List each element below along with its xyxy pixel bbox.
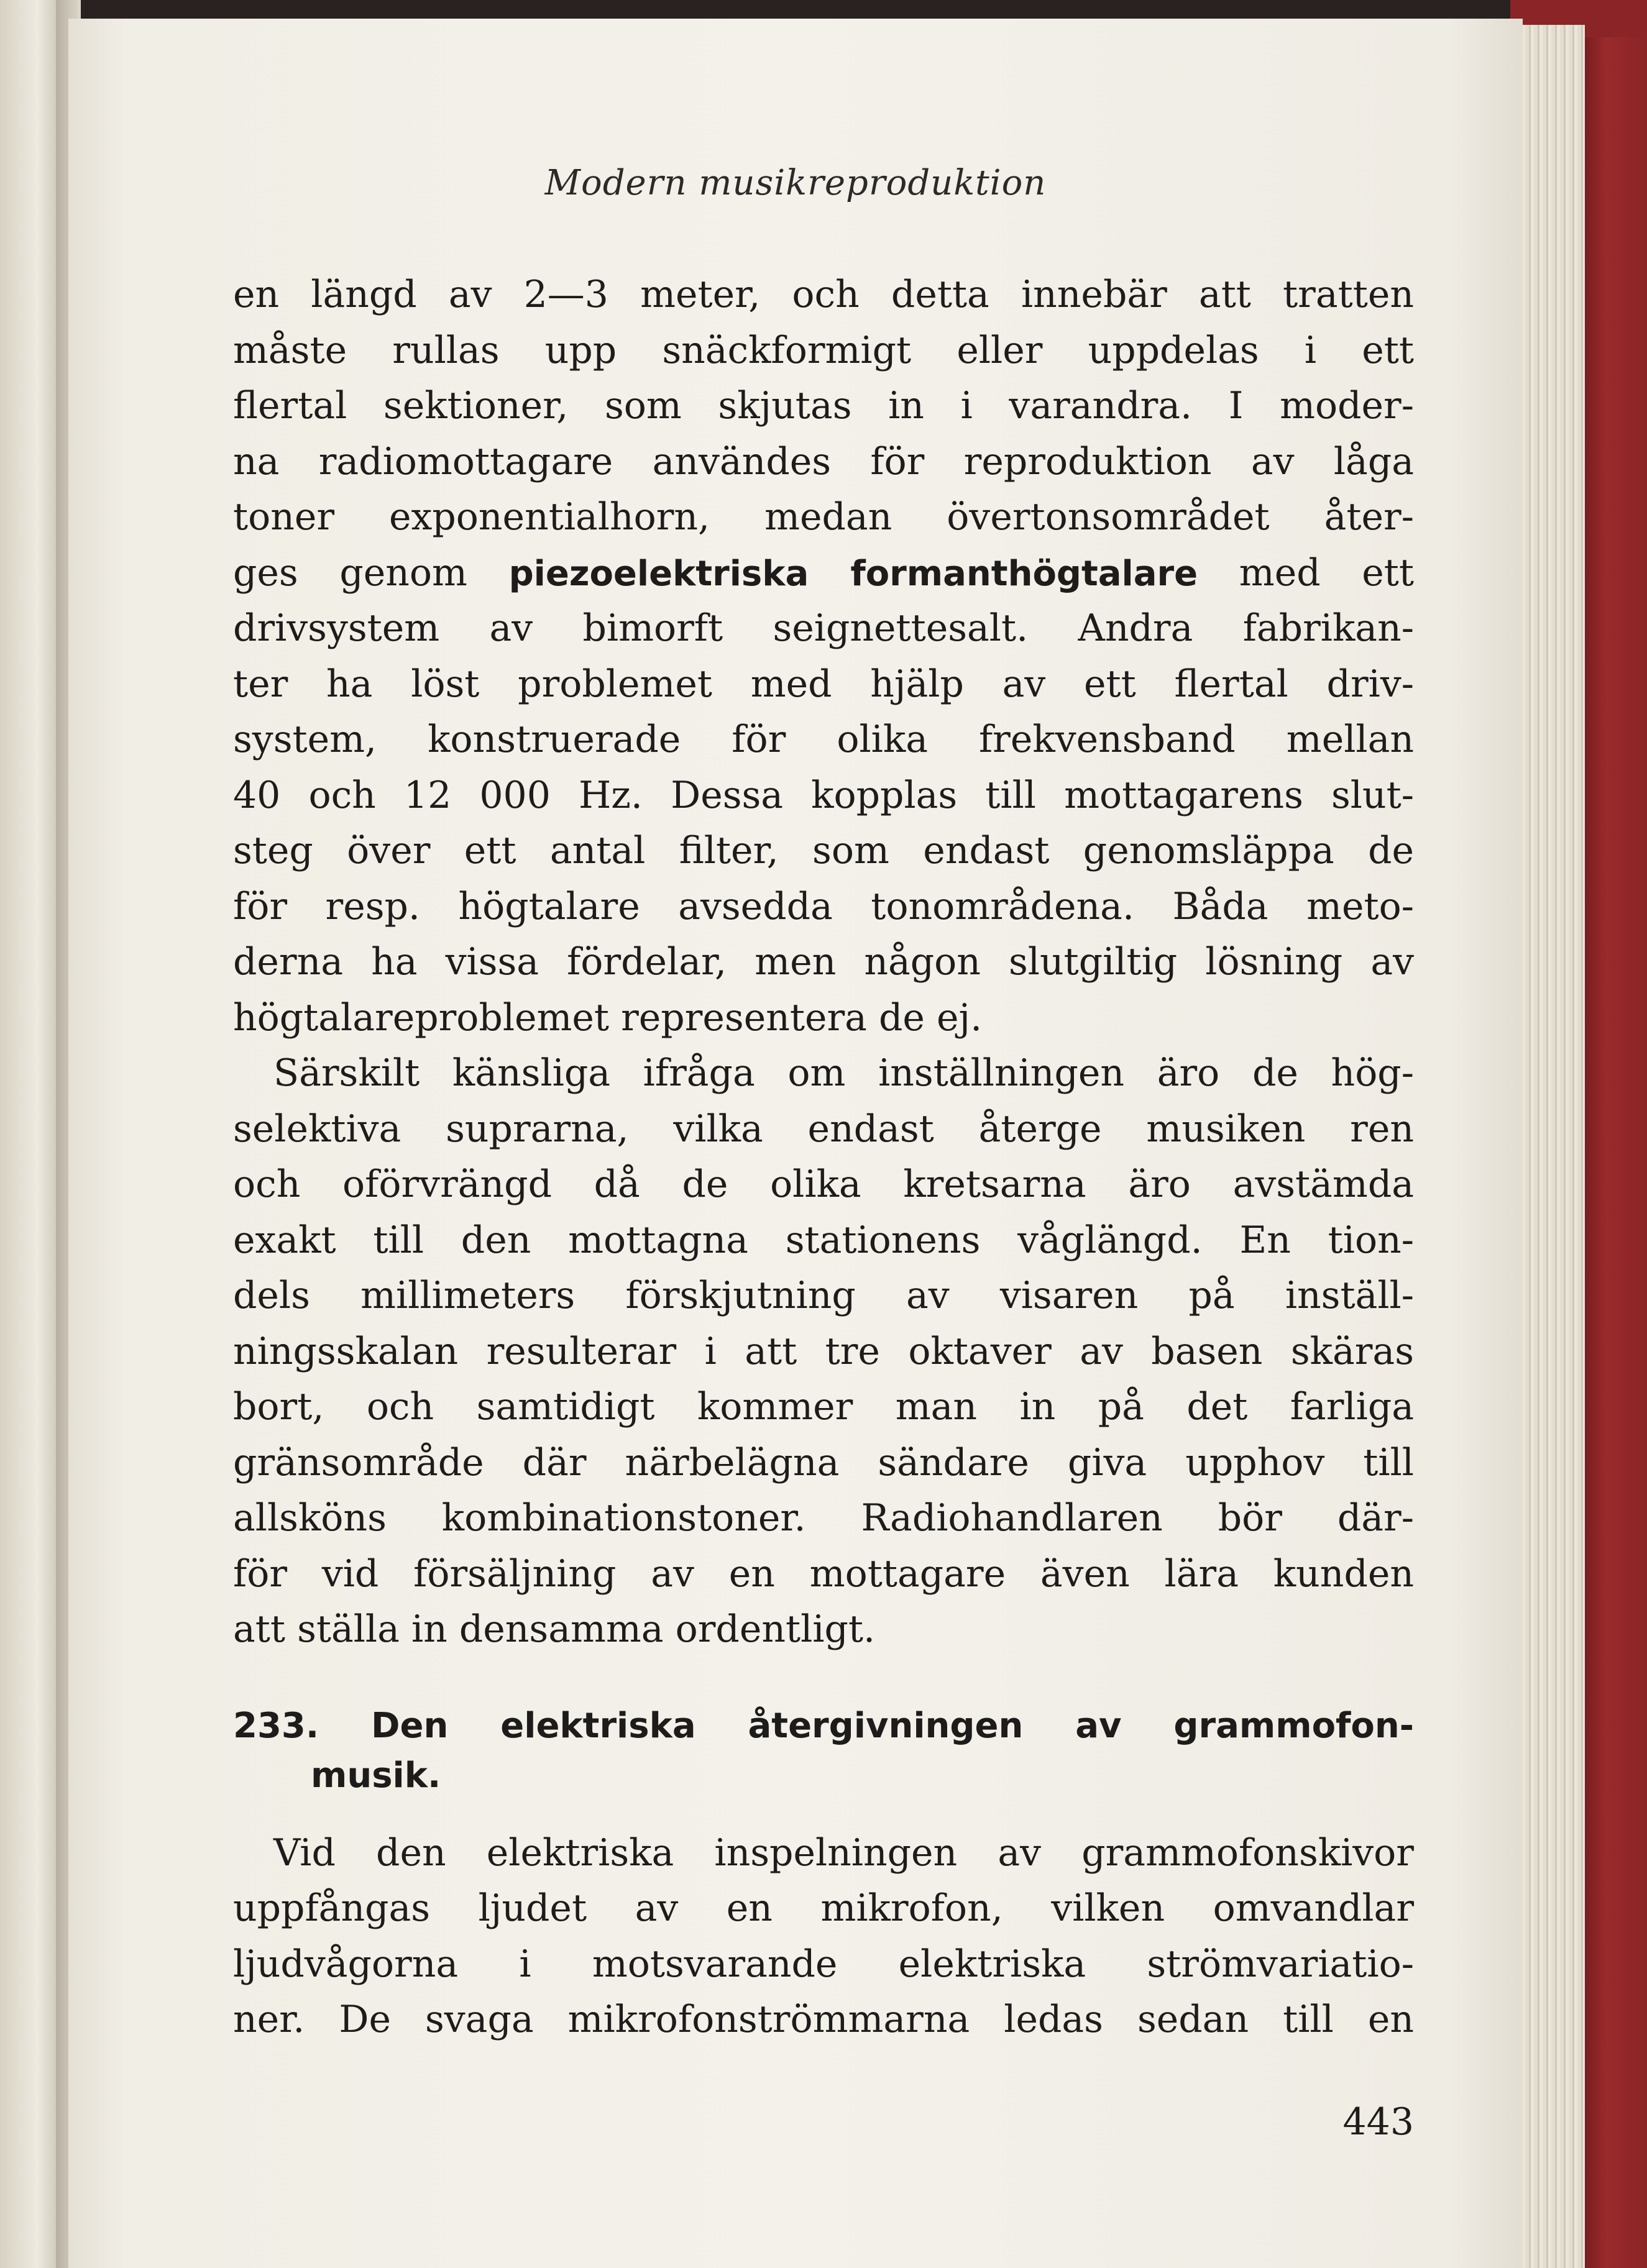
text-line: ner. De svaga mikrofonströmmarna ledas sedan till en: [233, 1998, 1414, 2041]
previous-page-edge: [0, 0, 62, 2268]
text-line: ljudvågorna i motsvarande elektriska strömvariatio-: [233, 1942, 1414, 1986]
text-line: allsköns kombinationstoner. Radiohandlaren bör där-: [233, 1496, 1414, 1540]
section-heading: [233, 1701, 1414, 1801]
text-line: en längd av 2—3 meter, och detta innebär att tratten: [233, 273, 1414, 316]
text-line: för resp. högtalare avsedda tonområdena. Båda meto-: [233, 884, 1414, 928]
spacer: [233, 1658, 1414, 1701]
text-line: dels millimeters förskjutning av visaren på inställ-: [233, 1274, 1414, 1317]
text-line: selektiva suprarna, vilka endast återge musiken ren: [233, 1107, 1414, 1151]
text-line: högtalareproblemet representera de ej.: [233, 995, 983, 1040]
text-line: och oförvrängd då de olika kretsarna äro avstämda: [233, 1163, 1414, 1206]
paragraph-3: [233, 1826, 1414, 2048]
text-line: toner exponentialhorn, medan övertonsområdet åter-: [233, 495, 1414, 539]
text-line: Vid den elektriska inspelningen av grammofonskivor: [273, 1831, 1414, 1875]
text-line: derna ha vissa fördelar, men någon slutgiltig lösning av: [233, 940, 1414, 984]
text-line: flertal sektioner, som skjutas in i varandra. I moder-: [233, 384, 1414, 428]
text-line: uppfångas ljudet av en mikrofon, vilken omvandlar: [233, 1886, 1414, 1930]
text-line: exakt till den mottagna stationens våglängd. En tion-: [233, 1218, 1414, 1262]
book-page: [68, 19, 1523, 2268]
bold-term: piezoelektriska formanthögtalare: [508, 553, 1198, 594]
heading-line: 233. Den elektriska återgivningen av grammofon-: [233, 1705, 1414, 1746]
text-line: ningsskalan resulterar i att tre oktaver av basen skäras: [233, 1329, 1414, 1373]
paragraph-1: [233, 267, 1414, 1046]
paragraph-2: [233, 1046, 1414, 1658]
text-fragment: ges genom: [233, 551, 467, 595]
page-stack-edges: [1516, 25, 1585, 2268]
text-line: ter ha löst problemet med hjälp av ett flertal driv-: [233, 662, 1414, 706]
body-text: [233, 267, 1414, 2048]
text-line: att ställa in densamma ordentligt.: [233, 1607, 876, 1651]
text-line: måste rullas upp snäckformigt eller uppdelas i ett: [233, 328, 1414, 372]
text-line-with-bold-term: [233, 546, 1414, 601]
text-line: system, konstruerade för olika frekvensband mellan: [233, 718, 1414, 761]
text-line: Särskilt känsliga ifråga om inställningen äro de hög-: [273, 1051, 1414, 1095]
text-fragment: med ett: [1239, 551, 1414, 595]
text-line: gränsområde där närbelägna sändare giva upphov till: [233, 1440, 1414, 1484]
text-line: 40 och 12 000 Hz. Dessa kopplas till mottagarens slut-: [233, 773, 1414, 817]
text-line: na radiomottagare användes för reproduktion av låga: [233, 439, 1414, 483]
text-line: bort, och samtidigt kommer man in på det farliga: [233, 1385, 1414, 1429]
page-number: 443: [1342, 2100, 1414, 2144]
running-head: Modern musikreproduktion: [544, 163, 1047, 203]
text-line: drivsystem av bimorft seignettesalt. Andra fabrikan-: [233, 606, 1414, 650]
book-cover-right: [1579, 0, 1647, 2268]
text-line: steg över ett antal filter, som endast genomsläppa de: [233, 829, 1414, 872]
heading-line: musik.: [311, 1755, 441, 1796]
text-line: för vid försäljning av en mottagare även lära kunden: [233, 1552, 1414, 1596]
spacer: [233, 1801, 1414, 1826]
